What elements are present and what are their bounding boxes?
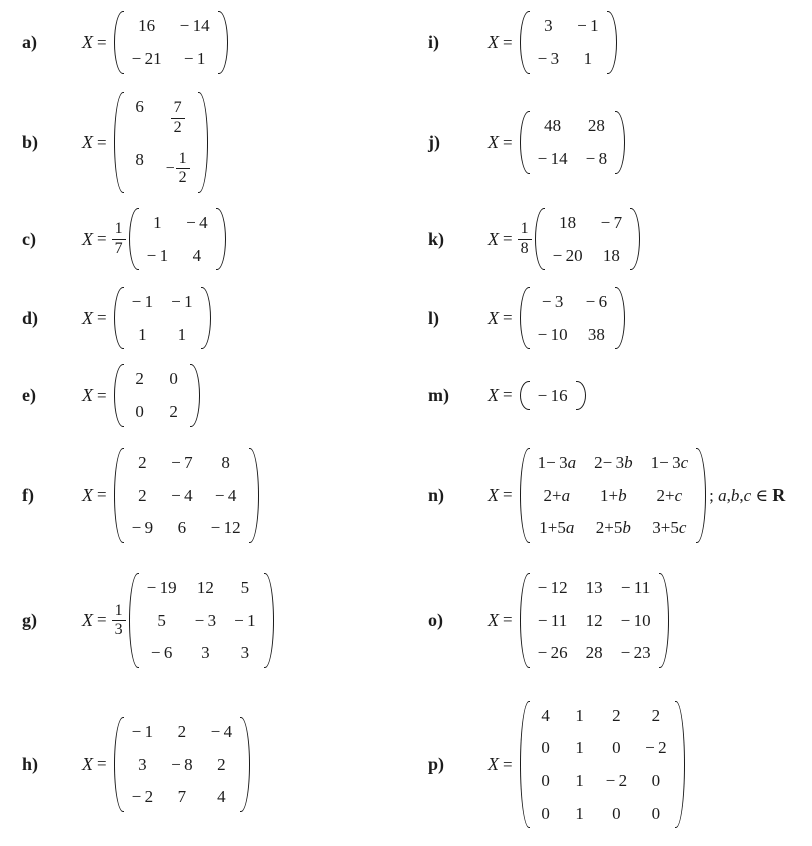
matrix-cell: 1 — [153, 212, 162, 232]
left-paren — [520, 448, 530, 543]
equals-sign: = — [503, 229, 513, 248]
item-label: k) — [428, 228, 445, 249]
matrix-cell: 18 — [559, 212, 577, 232]
equals-sign: = — [503, 32, 513, 52]
lhs-X: X — [488, 228, 499, 249]
right-paren — [218, 11, 228, 73]
matrix-cells — [530, 111, 616, 173]
matrix-cell: 3 — [240, 643, 250, 663]
matrix-cell: 0 — [651, 771, 661, 790]
equals-sign: = — [97, 385, 107, 405]
fraction-numerator: 1 — [178, 150, 187, 167]
right-paren — [216, 208, 226, 270]
matrix-cell: 1 — [575, 771, 584, 790]
right-paren — [249, 448, 259, 543]
item-row — [406, 558, 812, 683]
matrix-cell: 38 — [587, 324, 605, 344]
matrix — [520, 701, 685, 828]
fraction-denominator: 8 — [518, 239, 532, 258]
equals-sign: = — [97, 132, 107, 152]
fraction-stack — [112, 602, 126, 640]
matrix-cell: 28 — [585, 643, 603, 663]
matrix-cells — [124, 11, 218, 73]
minus-sign: − — [165, 159, 175, 177]
matrix-cell: 2 — [138, 485, 147, 505]
item-row — [406, 85, 812, 200]
item-label: e) — [22, 385, 36, 405]
matrix-cell: − 4 — [210, 722, 233, 742]
matrix-cell: 0 — [541, 803, 550, 823]
matrix-cell: 0 — [612, 738, 621, 758]
condition-suffix: ; a,b,c ∈ R — [709, 484, 786, 505]
matrix-cell: − 16 — [537, 385, 568, 405]
right-paren — [607, 11, 617, 73]
item-row — [0, 200, 406, 278]
equation — [82, 11, 228, 73]
matrix — [520, 11, 617, 73]
item-row — [406, 200, 812, 278]
left-paren — [520, 381, 530, 411]
matrix-cells — [530, 381, 576, 411]
matrix-cell: 1 — [575, 803, 584, 823]
matrix — [114, 11, 228, 73]
matrix-cell: − 1 — [234, 610, 256, 630]
equation — [82, 287, 211, 349]
matrix-cell — [166, 97, 190, 137]
equals-sign: = — [97, 32, 107, 52]
matrix-cell: − 4 — [186, 212, 208, 232]
matrix-cell: 12 — [196, 578, 214, 598]
equals-sign: = — [97, 610, 107, 630]
matrix-cell: − 6 — [150, 643, 173, 663]
item-row — [0, 85, 406, 200]
left-paren — [114, 448, 124, 543]
matrix-cell: − 9 — [131, 518, 154, 538]
item-row — [0, 433, 406, 558]
item-row — [0, 358, 406, 433]
matrix — [129, 208, 226, 270]
matrix-cell: − 7 — [600, 212, 623, 232]
item-label: i) — [428, 32, 439, 52]
item-label: j) — [428, 132, 440, 152]
matrix — [114, 92, 208, 193]
right-paren — [198, 92, 208, 193]
lhs-X: X — [488, 307, 499, 328]
matrix-cells — [530, 701, 675, 828]
matrix-cell: − 3 — [541, 291, 564, 311]
matrix-cell: 3 — [201, 643, 210, 663]
left-paren — [520, 11, 530, 73]
matrix-cell: − 14 — [179, 16, 210, 36]
left-paren — [520, 111, 530, 173]
matrix-cells — [124, 287, 201, 349]
matrix-cell: 2+5b — [595, 518, 631, 538]
equation — [82, 364, 200, 426]
matrix-cells — [139, 208, 216, 270]
left-paren — [114, 364, 124, 426]
matrix-cell: 1 — [177, 324, 187, 344]
item-label: f) — [22, 485, 34, 505]
equals-sign: = — [503, 610, 513, 630]
equation — [82, 208, 226, 270]
matrix — [114, 717, 251, 812]
matrix-cell: − 3 — [537, 49, 560, 68]
fraction-numerator: 7 — [173, 99, 182, 117]
matrix-cell: − 19 — [146, 578, 177, 598]
matrix-cells — [530, 573, 659, 668]
matrix-cell: − 11 — [537, 610, 568, 630]
right-paren — [615, 287, 625, 349]
matrix — [520, 448, 707, 543]
matrix-cell: 0 — [135, 402, 144, 421]
matrix-cell: 0 — [541, 738, 550, 758]
matrix-cell: − 14 — [537, 149, 568, 168]
matrix-cell: 0 — [651, 803, 661, 823]
lhs-X: X — [488, 32, 499, 52]
fraction-denominator: 2 — [171, 118, 185, 137]
matrix-cells — [124, 448, 249, 543]
matrix-cell: 0 — [541, 771, 550, 790]
matrix-cell: − 4 — [214, 485, 237, 505]
matrix — [114, 448, 259, 543]
lhs-X: X — [488, 132, 499, 152]
right-paren — [240, 717, 250, 812]
matrix-cell: − 21 — [131, 49, 162, 68]
lhs-X: X — [488, 484, 499, 505]
matrix — [114, 364, 200, 426]
item-row — [0, 558, 406, 683]
matrix-cell: − 1 — [577, 16, 599, 36]
matrix-cell: 1 — [575, 738, 584, 758]
right-paren — [630, 208, 640, 270]
matrix-cell: 1 — [575, 705, 584, 725]
matrix-cell: 13 — [585, 578, 603, 598]
matrix-cell: 1− 3c — [650, 453, 689, 473]
matrix-cell: − 20 — [552, 245, 583, 265]
item-row — [406, 433, 812, 558]
matrix-cell: 2 — [138, 453, 147, 473]
right-paren — [659, 573, 669, 668]
matrix-cell: − 10 — [620, 610, 651, 630]
matrix-cells — [530, 11, 607, 73]
matrix — [520, 381, 586, 411]
item-label: d) — [22, 307, 39, 328]
matrix-cell: 1 — [138, 324, 147, 344]
matrix-cell: 2 — [169, 402, 178, 421]
item-row — [406, 278, 812, 358]
right-paren — [576, 381, 586, 411]
matrix — [114, 287, 211, 349]
matrix-cell: 3+5c — [652, 518, 687, 538]
matrix-cell: 18 — [602, 245, 620, 265]
matrix-cell: − 26 — [537, 643, 568, 663]
matrix-cell: 3 — [544, 16, 553, 36]
item-row — [406, 683, 812, 846]
matrix-cell: − 11 — [620, 578, 651, 598]
matrix-cell: 2− 3b — [594, 453, 633, 473]
item-label: m) — [428, 385, 449, 405]
matrix-cell: − 2 — [131, 787, 154, 807]
item-row — [406, 358, 812, 433]
matrix-cell: 1+b — [600, 485, 627, 505]
item-label: c) — [22, 228, 36, 249]
matrix-cell: 28 — [587, 116, 605, 136]
matrix-cell: − 8 — [585, 149, 608, 168]
matrix-cell: 0 — [612, 803, 621, 823]
matrix-cell: 1+5a — [539, 518, 575, 538]
left-paren — [129, 208, 139, 270]
matrix-cell: 3 — [138, 754, 147, 774]
item-label: n) — [428, 485, 445, 505]
matrix-cell: 0 — [169, 369, 178, 389]
equals-sign: = — [503, 485, 513, 505]
fraction-stack — [171, 99, 185, 137]
matrix-cell: 12 — [585, 610, 603, 630]
matrix-cell: 5 — [157, 610, 166, 630]
item-label: l) — [428, 307, 439, 328]
equals-sign: = — [97, 754, 107, 774]
matrix-cell: 2+a — [543, 485, 571, 505]
matrix-cells — [124, 717, 241, 812]
lhs-X: X — [488, 754, 499, 774]
fraction — [112, 220, 126, 258]
matrix-cell: 2 — [135, 369, 144, 389]
equation — [82, 92, 208, 193]
equation — [82, 573, 274, 668]
equation — [488, 381, 586, 411]
item-row — [0, 278, 406, 358]
equation — [488, 573, 669, 668]
item-label: p) — [428, 754, 445, 774]
lhs-X: X — [82, 32, 93, 52]
matrix-cells — [139, 573, 264, 668]
fraction — [166, 150, 190, 188]
item-row — [406, 0, 812, 85]
matrix-cell: − 1 — [131, 722, 154, 742]
matrix-cell: 2 — [651, 705, 661, 725]
fraction — [171, 99, 185, 137]
right-paren — [675, 701, 685, 828]
equation — [488, 208, 640, 270]
fraction-stack — [112, 220, 126, 258]
matrix-cell: 6 — [135, 97, 144, 117]
matrix-cell: 1 — [583, 49, 593, 68]
matrix-cell: − 2 — [645, 738, 667, 758]
item-row — [0, 683, 406, 846]
matrix-cell: 1− 3a — [537, 453, 577, 473]
lhs-X: X — [488, 384, 499, 405]
matrix-cell: 5 — [240, 578, 250, 598]
fraction-denominator: 2 — [176, 168, 190, 187]
equals-sign: = — [503, 385, 513, 405]
lhs-X: X — [488, 609, 499, 630]
fraction-denominator: 3 — [112, 620, 126, 639]
matrix-cell: − 6 — [585, 291, 608, 311]
item-label: h) — [22, 754, 39, 774]
matrix-cell: 4 — [192, 245, 202, 265]
matrix-cell: − 10 — [537, 324, 568, 344]
matrix-cell: − 3 — [194, 610, 217, 630]
matrix-cell: − 2 — [605, 771, 628, 790]
matrix-cell: − 23 — [620, 643, 651, 663]
left-paren — [114, 717, 124, 812]
left-paren — [520, 287, 530, 349]
lhs-X: X — [82, 132, 93, 152]
matrix-cell: − 4 — [171, 485, 193, 505]
item-label: b) — [22, 132, 39, 152]
matrix — [520, 573, 669, 668]
right-paren — [264, 573, 274, 668]
lhs-X: X — [82, 484, 93, 505]
matrix-cell: − 7 — [171, 453, 193, 473]
matrix-cell: 16 — [138, 16, 156, 36]
fraction-numerator: 1 — [114, 601, 123, 619]
matrix-cell: − 12 — [537, 578, 568, 598]
right-paren — [201, 287, 211, 349]
matrix-cell: 2 — [612, 705, 621, 725]
matrix-cell: − 1 — [131, 291, 154, 311]
left-paren — [520, 701, 530, 828]
fraction-stack — [176, 150, 190, 188]
equals-sign: = — [97, 229, 107, 248]
left-paren — [114, 287, 124, 349]
matrix-cell: − 8 — [171, 754, 193, 774]
matrix-cell: 6 — [177, 518, 187, 538]
matrix-cell: 8 — [221, 453, 230, 473]
matrix-cells — [545, 208, 631, 270]
fraction-numerator: 1 — [114, 220, 123, 238]
left-paren — [520, 573, 530, 668]
matrix-cell: 8 — [135, 150, 144, 169]
fraction — [112, 602, 126, 640]
equation — [488, 111, 625, 173]
equals-sign: = — [503, 308, 513, 327]
matrix-cells — [124, 92, 198, 193]
left-paren — [129, 573, 139, 668]
fraction-stack — [518, 220, 532, 258]
left-paren — [535, 208, 545, 270]
matrix-cell: 4 — [541, 705, 550, 725]
matrix — [520, 287, 626, 349]
matrix — [535, 208, 641, 270]
matrix-cell: 2 — [217, 754, 226, 774]
equation — [488, 11, 617, 73]
item-label: a) — [22, 32, 37, 52]
matrix-cell: − 1 — [171, 291, 193, 311]
matrix-cell: − 1 — [146, 245, 169, 265]
matrix-cells — [124, 364, 190, 426]
fraction-numerator: 1 — [520, 220, 529, 238]
matrix — [520, 111, 626, 173]
matrix-cells — [530, 448, 697, 543]
right-paren — [615, 111, 625, 173]
right-paren — [696, 448, 706, 543]
matrix-cell: − 12 — [210, 518, 241, 538]
equation — [82, 448, 259, 543]
equation — [488, 287, 625, 349]
left-paren — [114, 92, 124, 193]
item-label: o) — [428, 610, 443, 630]
matrix-cell — [166, 150, 190, 188]
equation — [488, 701, 685, 828]
item-row — [0, 0, 406, 85]
item-label: g) — [22, 610, 37, 630]
right-paren — [190, 364, 200, 426]
matrix-cell: 2+c — [656, 485, 683, 505]
fraction-denominator: 7 — [112, 239, 126, 258]
matrix-cell: 48 — [544, 116, 562, 136]
lhs-X: X — [82, 753, 93, 774]
lhs-X: X — [82, 228, 93, 249]
equals-sign: = — [503, 132, 513, 152]
left-paren — [114, 11, 124, 73]
lhs-X: X — [82, 385, 93, 405]
matrix-cell: 4 — [217, 787, 226, 807]
equals-sign: = — [97, 308, 107, 327]
matrix-cell: 2 — [177, 722, 187, 742]
lhs-X: X — [82, 609, 93, 630]
matrix — [129, 573, 274, 668]
equation — [82, 717, 250, 812]
equals-sign: = — [503, 754, 513, 774]
lhs-X: X — [82, 307, 93, 328]
fraction — [518, 220, 532, 258]
equals-sign: = — [97, 485, 107, 505]
equation — [488, 448, 785, 543]
matrix-cell: 7 — [177, 787, 187, 807]
matrix-cell: − 1 — [183, 49, 206, 68]
matrix-cells — [530, 287, 616, 349]
